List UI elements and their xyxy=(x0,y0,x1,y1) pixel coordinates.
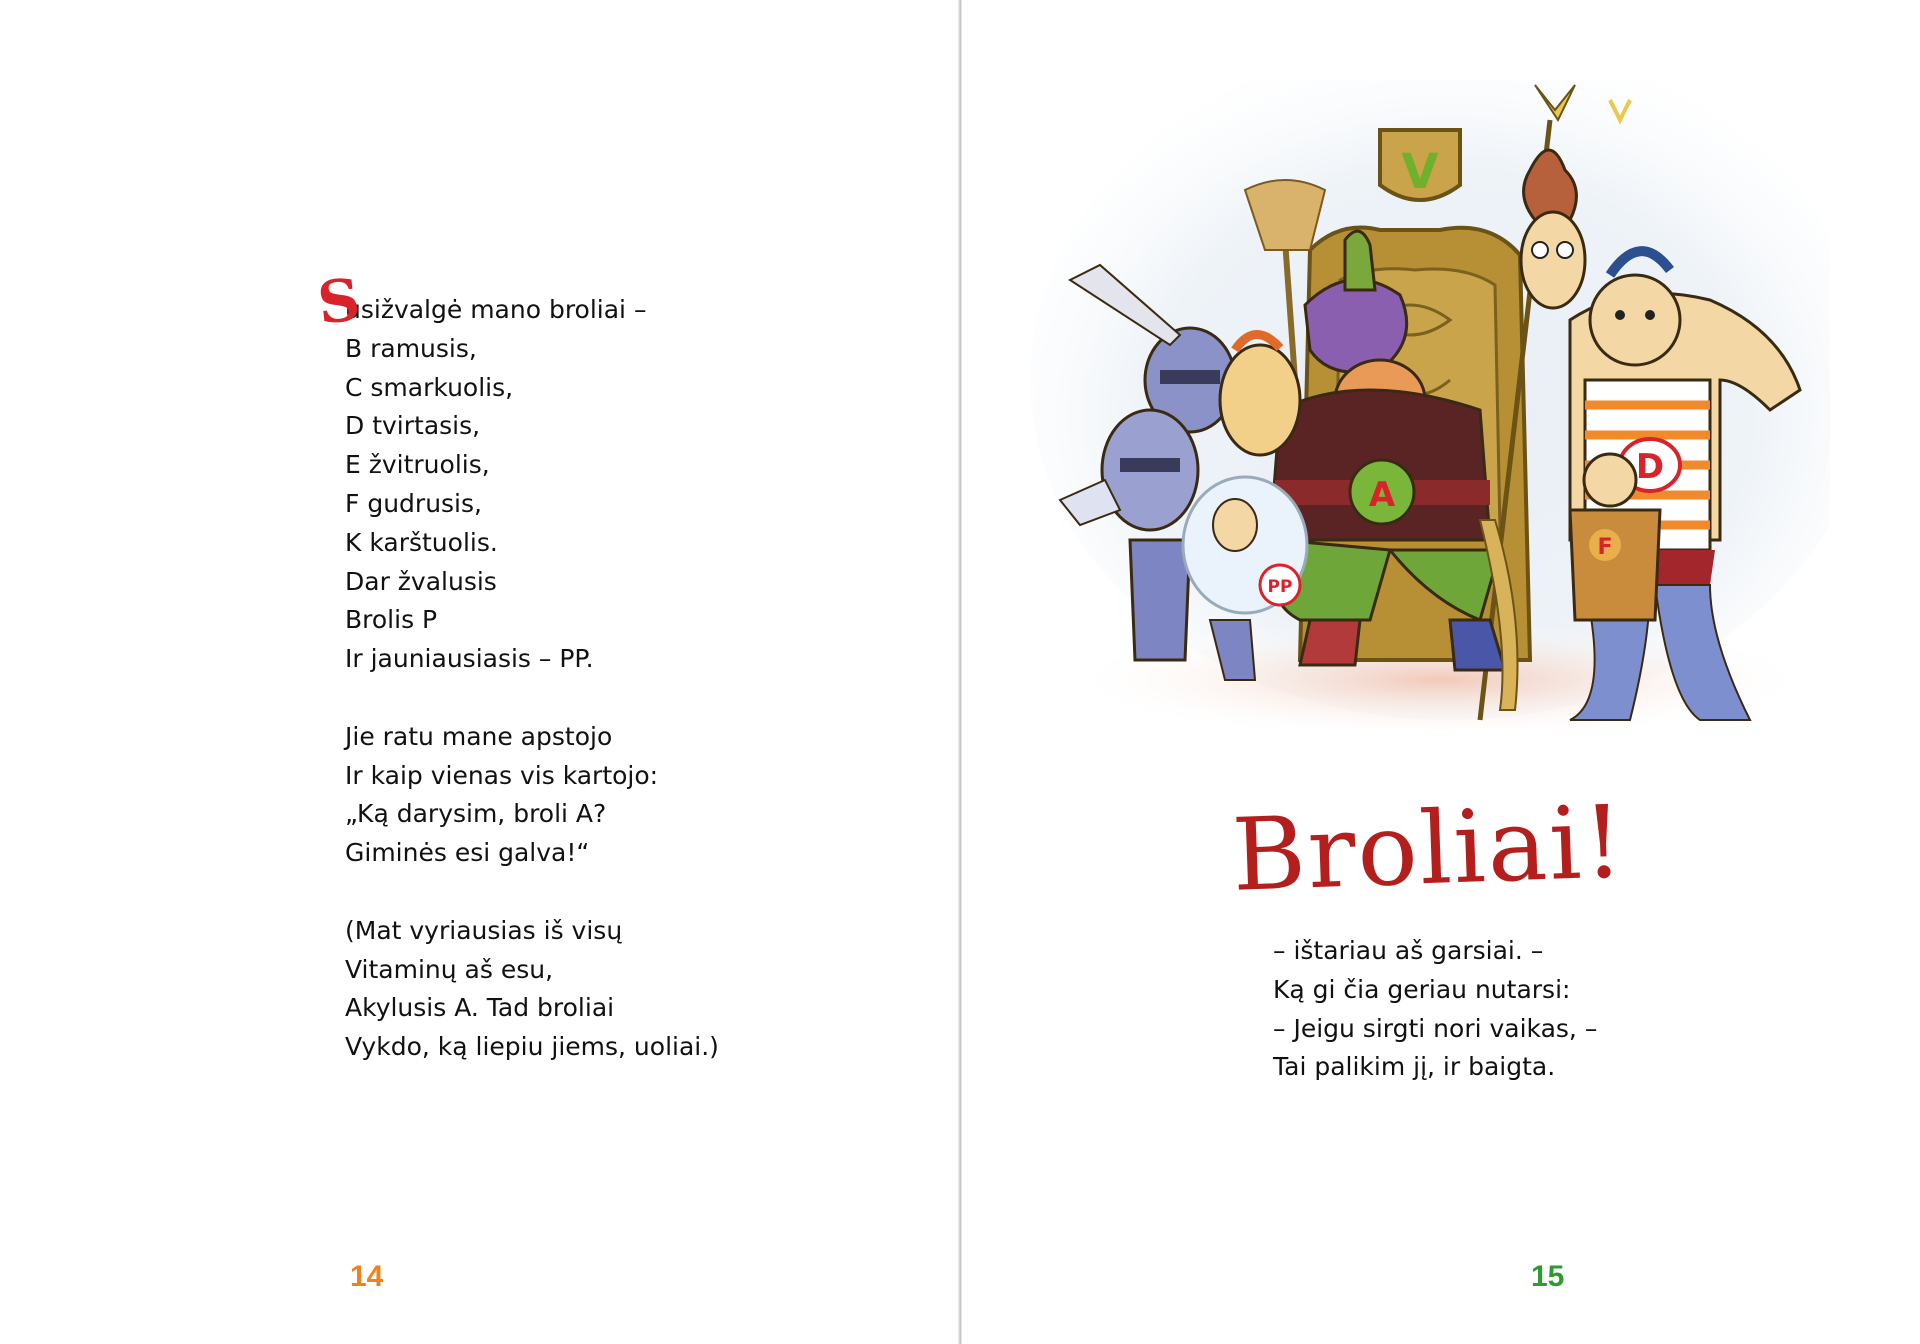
poem-line: C smarkuolis, xyxy=(345,372,514,402)
poem-line: B ramusis, xyxy=(345,333,477,363)
stanza-1 xyxy=(314,265,878,679)
poem-line: – ištariau aš garsiai. – xyxy=(1273,936,1544,965)
poem-line: D tvirtasis, xyxy=(345,411,481,441)
poem-line: F gudrusis, xyxy=(345,488,482,518)
page-number-right: 15 xyxy=(1531,1260,1565,1293)
poem-line: Tai palikim jį, ir baigta. xyxy=(1273,1052,1556,1082)
poem-line: (Mat vyriausias iš visų xyxy=(345,915,623,945)
poem-line: Vitaminų aš esu, xyxy=(345,954,554,984)
shield-v-emblem xyxy=(1380,130,1460,200)
badge-a: A xyxy=(1368,475,1396,515)
poem-line: Ir kaip vienas vis kartojo: xyxy=(345,760,659,790)
poem-line: Ir jauniausiasis – PP. xyxy=(345,644,594,674)
stanza-2 xyxy=(318,718,878,873)
poem-line: Ką gi čia geriau nutarsi: xyxy=(1273,974,1571,1004)
poem-line: Akylusis A. Tad broliai xyxy=(345,993,615,1023)
characters-illustration xyxy=(1010,80,1830,730)
poem-line: Vykdo, ką liepiu jiems, uoliai.) xyxy=(345,1032,719,1062)
poem-line: K karštuolis. xyxy=(345,527,498,557)
drop-cap: S xyxy=(314,265,364,338)
badge-f: F xyxy=(1597,535,1613,560)
broliai-title: Broliai! xyxy=(1230,783,1628,914)
poem-line: „Ką darysim, broli A? xyxy=(345,799,607,829)
first-line xyxy=(314,265,878,338)
poem-right xyxy=(1273,932,1733,1087)
first-line-text: usižvalgė mano broliai – xyxy=(345,295,647,324)
page-number-left: 14 xyxy=(350,1260,384,1293)
stanza-3 xyxy=(318,912,878,1067)
shield-letter: V xyxy=(1401,144,1439,200)
poem-line: – Jeigu sirgti nori vaikas, – xyxy=(1273,1013,1598,1043)
badge-pp: PP xyxy=(1267,577,1293,597)
poem-line: Jie ratu mane apstojo xyxy=(345,721,613,751)
badge-d: D xyxy=(1635,447,1665,487)
poem-line: E žvitruolis, xyxy=(345,450,490,480)
poem-left xyxy=(314,265,878,1106)
poem-line: Dar žvalusis xyxy=(345,566,497,596)
poem-line: Brolis P xyxy=(345,605,438,635)
poem-line: Giminės esi galva!“ xyxy=(345,838,590,868)
